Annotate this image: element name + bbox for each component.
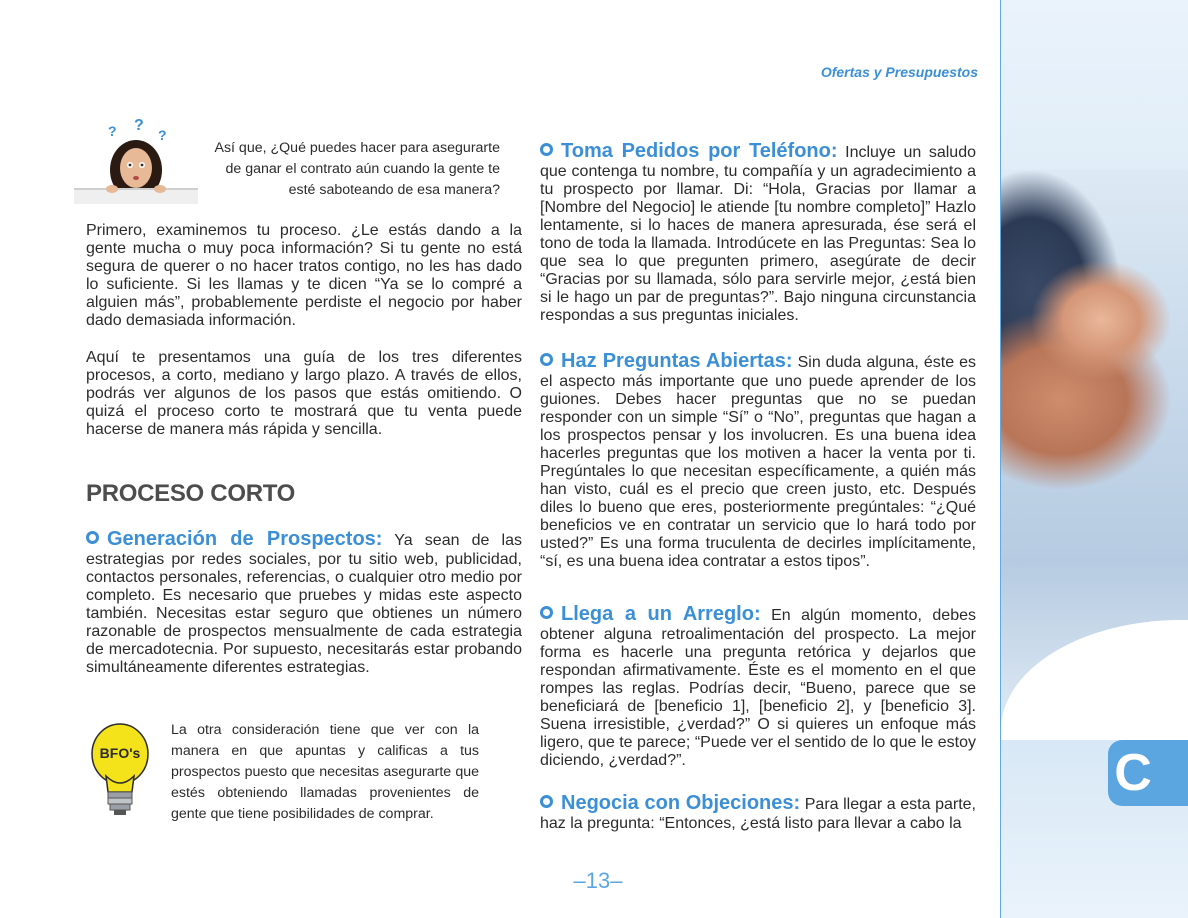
running-header: Ofertas y Presupuestos (820, 64, 978, 80)
paragraph-open-questions (540, 350, 976, 571)
paragraph-agreement (540, 603, 976, 770)
bullet-ring-icon (540, 143, 553, 156)
lightbulb-icon (88, 720, 152, 820)
paragraph-process: Primero, examinemos tu proceso. ¿Le estás dando a la gente mucha o muy poca información? Si tu gente no está segura de querer o no hacer tratos contigo, no les has dado lo suficiente. Si les llamas y te dicen “Ya se lo compré a alguien más”, probablemente perdiste el negocio por haber dado demasiada información. (86, 222, 522, 329)
bullet-ring-icon (540, 606, 553, 619)
paragraph-phone-orders (540, 140, 976, 325)
paragraph-objections (540, 792, 976, 833)
paragraph-qualification: La otra consideración tiene que ver con la manera en que apuntas y calificas a tus prospectos puesto que necesitas asegurarte que estés obteniendo llamadas provenientes de gente que tiene posibilidades de comprar. (171, 722, 479, 822)
phone-orders-text: Incluye un saludo que contenga tu nombre, tu compañía y un agradecimiento a tu prospecto por llamar. Di: “Hola, Gracias por llamar a [Nombre del Negocio] le atiende [tu nombre completo]” Hazlo lentamente, si lo haces de manera apresurada, ése será el tono de toda la llamada. Introdúcete en las Preguntas: Sea lo que sea lo que pregunten primero, asegúrate de decir “Gracias por su llamada, sólo para servirle mejor, ¿está bien si le hago un par de preguntas?”. Bajo ninguna circunstancia respondas a sus preguntas iniciales. (540, 144, 976, 324)
subheading-generation: Generación de Prospectos: (107, 528, 383, 550)
confused-woman-image (72, 118, 200, 204)
bullet-ring-icon (540, 795, 553, 808)
svg-text:?: ? (158, 127, 167, 143)
subheading-objections: Negocia con Objeciones: (561, 792, 801, 814)
bullet-ring-icon (540, 353, 553, 366)
svg-text:?: ? (108, 123, 117, 139)
side-border (1000, 0, 1001, 918)
subheading-phone-orders: Toma Pedidos por Teléfono: (561, 140, 838, 162)
subheading-agreement: Llega a un Arreglo: (561, 603, 761, 625)
agreement-text: En algún momento, debes obtener alguna retroalimentación del prospecto. La mejor forma es hacerle una pregunta retórica y dejarlos que respondan afirmativamente. Éste es el momento en el que rompes las reglas. Podrías decir, “Bueno, parece que se beneficiará de [beneficio 1], [beneficio 2], y [beneficio 3]. Suena irresistible, ¿verdad?” O si quieres un enfoque más ligero, que te parece; “Puede ver el sentido de lo que le estoy diciendo, ¿verdad?”. (540, 607, 977, 769)
objections-text: Para llegar a esta parte, haz la pregunta: “Entonces, ¿está listo para llevar a cabo la (540, 796, 976, 832)
open-questions-text: Sin duda alguna, éste es el aspecto más importante que uno puede aprender de los guiones. Debes hacer preguntas que no se puedan responder con un simple “Sí” o “No”, preguntas que hagan a los prospectos pensar y los involucren. Es una buena idea hacerles preguntas que los motiven a hacer la venta por ti. Pregúntales lo que necesitan específicamente, a quién más han visto, cuál es el precio que creen justo, etc. Después diles lo bueno que eres, posteriormente pregúntales: “¿Qué beneficios ve en contratar un servicio que lo hará todo por usted?” Es una forma truculenta de decirles implícitamente, “sí, es una buena idea contratar a estos tipos”. (540, 354, 977, 570)
section-tab-letter: C (1114, 744, 1152, 802)
svg-text:?: ? (134, 118, 144, 134)
bullet-ring-icon (86, 531, 99, 544)
section-tab (1108, 740, 1188, 806)
paragraph-generation (86, 528, 522, 677)
paragraph-guide: Aquí te presentamos una guía de los tres diferentes procesos, a corto, mediano y largo plazo. A través de ellos, podrás ver algunos de los pasos que estás omitiendo. O quizá el proceso corto te mostrará que tu venta puede hacerse de manera más rápida y sencilla. (86, 349, 522, 438)
page-number: –13– (573, 868, 623, 893)
generation-text: Ya sean de las estrategias por redes sociales, por tu sitio web, publicidad, contactos personales, referencias, o cualquier otro medio por completo. Es necesario que pruebes y midas este aspecto también. Necesitas estar seguro que obtienes un número razonable de prospectos mensualmente de cada estrategia de mercadotecnia. Por supuesto, necesitarás estar probando simultáneamente diferentes estrategias. (86, 532, 523, 676)
subheading-open-questions: Haz Preguntas Abiertas: (561, 350, 793, 372)
intro-question: Así que, ¿Qué puedes hacer para asegurarte de ganar el contrato aún cuando la gente te esté saboteando de esa manera? (214, 140, 500, 198)
bulb-label: BFO's (99, 745, 141, 761)
section-heading: PROCESO CORTO (86, 480, 296, 507)
